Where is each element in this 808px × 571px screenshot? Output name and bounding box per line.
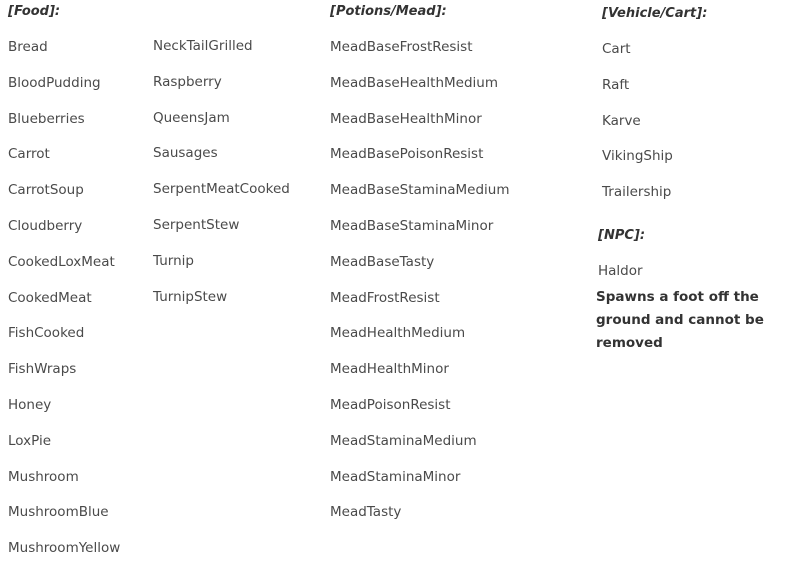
potion-item: MeadStaminaMedium [330, 432, 477, 449]
food-item: SerpentStew [153, 217, 240, 233]
food-item: QueensJam [153, 109, 230, 126]
potion-item: MeadBaseHealthMinor [330, 110, 482, 127]
vehicle-item: Cart [602, 41, 631, 57]
potions-heading: [Potions/Mead]: [330, 4, 447, 19]
vehicle-item: Karve [602, 112, 641, 129]
potion-item: MeadHealthMedium [330, 325, 466, 342]
food-item: MushroomBlue [8, 504, 109, 521]
food-item: Sausages [153, 145, 218, 162]
potion-item: MeadBaseFrostResist [330, 39, 473, 55]
vehicles-heading: [Vehicle/Cart]: [602, 6, 708, 21]
food-item: CookedMeat [8, 289, 92, 306]
food-item: MushroomYellow [8, 540, 121, 557]
food-item: FishCooked [8, 325, 85, 342]
potion-item: MeadBaseStaminaMinor [330, 218, 494, 234]
npc-item: Haldor [598, 263, 643, 279]
vehicle-item: VikingShip [602, 148, 673, 165]
potion-item: MeadFrostResist [330, 289, 440, 306]
food-item: TurnipStew [153, 288, 228, 305]
npc-note: Spawns a foot off the ground and cannot be removed [596, 289, 764, 351]
npc-heading: [NPC]: [598, 228, 646, 243]
food-item: FishWraps [8, 361, 77, 378]
food-item: CarrotSoup [8, 182, 84, 199]
food-item: Carrot [8, 146, 50, 163]
food-heading: [Food]: [8, 4, 61, 19]
potion-item: MeadPoisonResist [330, 397, 451, 413]
food-item: Bread [8, 39, 48, 55]
food-item: Turnip [153, 252, 194, 269]
food-item: SerpentMeatCooked [153, 181, 290, 198]
potion-item: MeadHealthMinor [330, 361, 449, 378]
food-item: Cloudberry [8, 218, 83, 234]
vehicle-item: Raft [602, 76, 630, 93]
vehicle-item: Trailership [602, 184, 672, 201]
food-item: CookedLoxMeat [8, 253, 115, 270]
potion-item: MeadTasty [330, 504, 402, 521]
food-item: LoxPie [8, 432, 52, 449]
food-item: Raspberry [153, 73, 222, 90]
potion-item: MeadStaminaMinor [330, 468, 461, 485]
food-item: Mushroom [8, 468, 79, 485]
potion-item: MeadBaseStaminaMedium [330, 182, 510, 199]
food-item: Blueberries [8, 110, 85, 127]
food-item: NeckTailGrilled [153, 38, 253, 54]
potion-item: MeadBaseTasty [330, 253, 435, 270]
food-item: Honey [8, 397, 52, 413]
food-item: BloodPudding [8, 74, 101, 91]
potion-item: MeadBaseHealthMedium [330, 74, 498, 91]
potion-item: MeadBasePoisonResist [330, 146, 484, 163]
